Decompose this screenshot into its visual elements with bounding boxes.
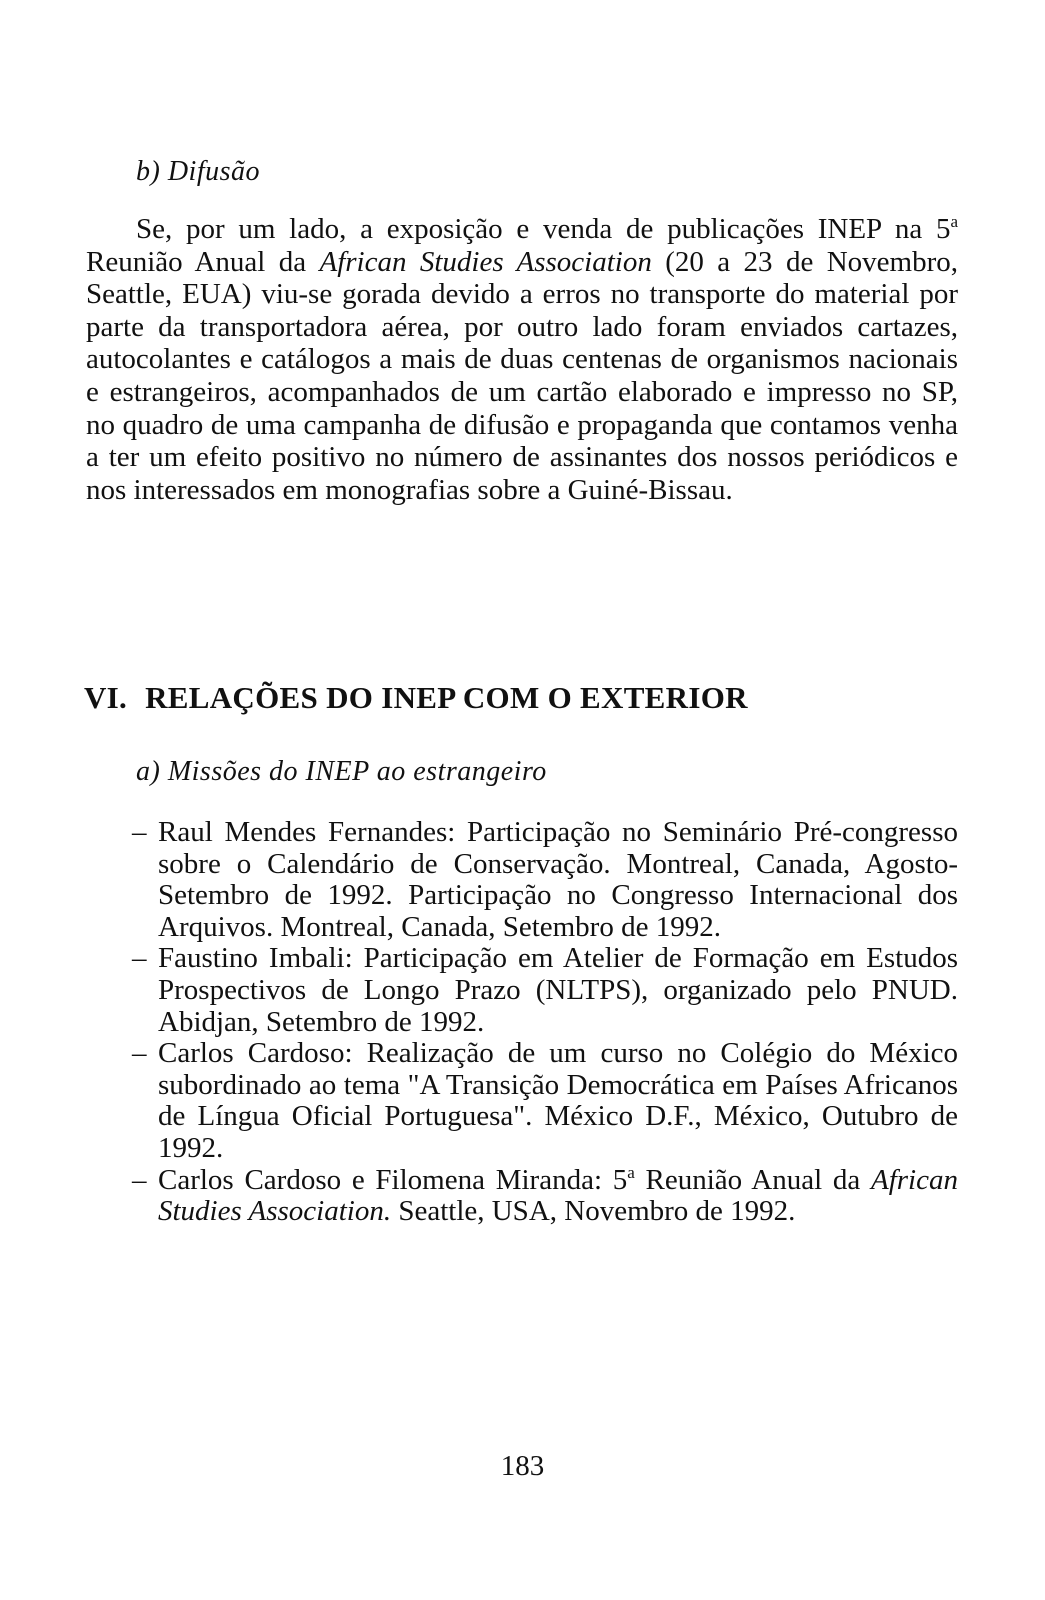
mission-text: Faustino Imbali: Participação em Atelier de Formação em Estudos Prospectivos de Longo Prazo (NLTPS), organizado pelo PNUD. Abidjan, Setembro de 1992. [158,942,958,1038]
mission-text: Carlos Cardoso: Realização de um curso no Colégio do México subordinado ao tema "A Transição Democrática em Países Africanos de Língua Oficial Portuguesa". México D.F., México, Outubro de 1992. [158,1037,958,1164]
mission-item [132,1162,958,1228]
mission-text-b: Reunião Anual da [634,1163,871,1196]
section-number: VI. [84,680,128,715]
missions-list [132,816,958,1228]
mission-text: Raul Mendes Fernandes: Participação no Seminário Pré-congresso sobre o Calendário de Conservação. Montreal, Canada, Agosto-Setembro de 1992. Participação no Congresso Internacional dos Arquivos. Montreal, Canada, Setembro de 1992. [158,816,958,943]
association-name: African Studies Association [319,245,652,278]
list-dash: – [132,1037,147,1070]
mission-text [158,1164,958,1228]
mission-item [132,942,958,1038]
subheading-missoes: a) Missões do INEP ao estrangeiro [136,756,547,787]
list-dash: – [132,942,147,975]
superscript-a: a [950,212,958,231]
mission-item [132,816,958,943]
subheading-difusao: b) Difusão [136,156,260,187]
paragraph-difusao [86,213,958,506]
superscript-a: a [627,1162,635,1182]
list-dash: – [132,816,147,848]
list-dash: – [132,1163,147,1196]
section-title-text: RELAÇÕES DO INEP COM O EXTERIOR [145,680,748,715]
section-title [84,680,748,716]
mission-item [132,1037,958,1164]
mission-text-c: Seattle, USA, Novembro de 1992. [391,1195,796,1228]
page-number: 183 [500,1450,545,1482]
mission-text-a: Carlos Cardoso e Filomena Miranda: 5 [158,1163,628,1196]
paragraph-text-3: (20 a 23 de Novembro, Seattle, EUA) viu-se gorada devido a erros no transporte do material por parte da transportadora aérea, por outro lado foram enviados cartazes, autocolantes e catálogos a mais de duas centenas de organismos nacionais e estrangeiros, acompanhados de um cartão elaborado e impresso no SP, no quadro de uma campanha de difusão e propaganda que contamos venha a ter um efeito positivo no número de assinantes dos nossos periódicos e nos interessados em monografias sobre a Guiné-Bissau. [86,245,958,506]
association-name: African Studies Association. [158,1163,958,1228]
paragraph-text-1: Se, por um lado, a exposição e venda de publicações INEP na 5 [136,213,951,245]
paragraph-text-2: Reunião Anual da [86,245,320,278]
